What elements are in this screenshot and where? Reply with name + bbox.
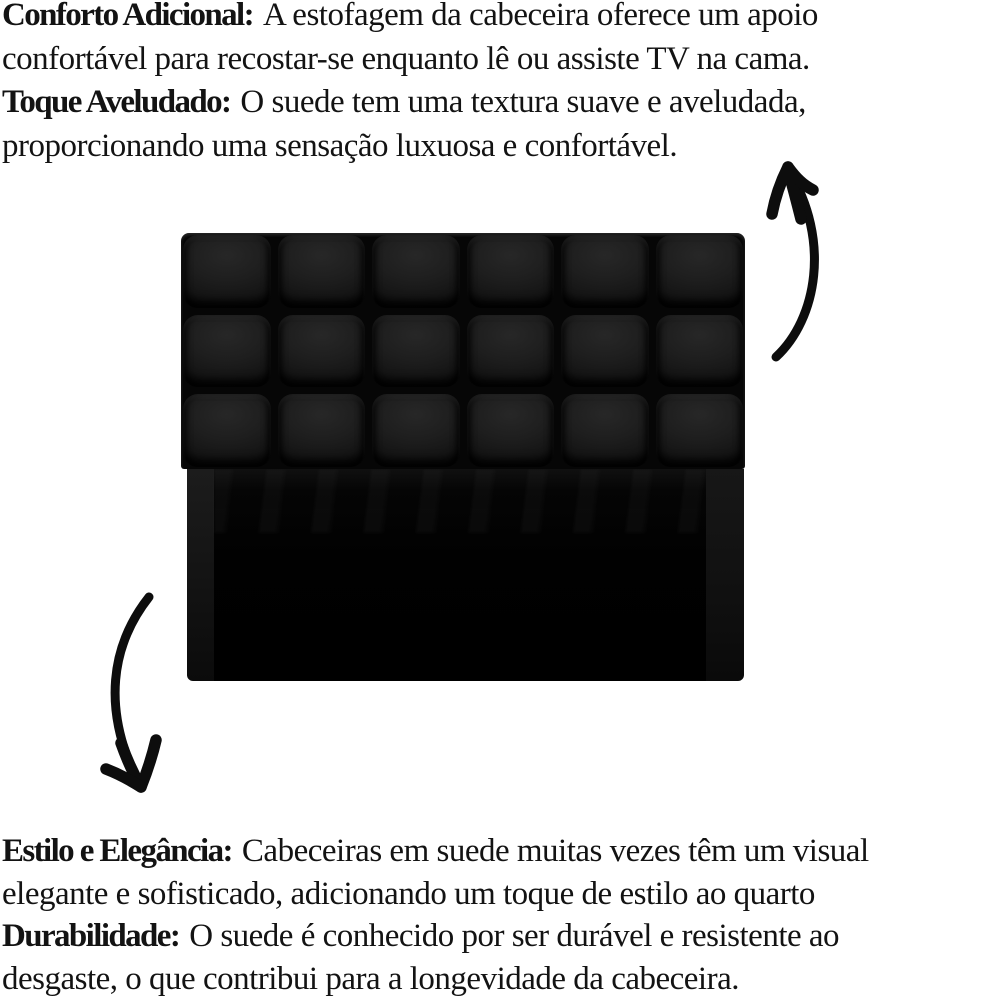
tuft-cushion xyxy=(372,315,460,388)
feature-description: Cabeceiras em suede muitas vezes têm um visual xyxy=(241,833,869,869)
headboard-left-leg xyxy=(187,469,214,681)
headboard-right-leg xyxy=(706,469,744,681)
arrow-barb-right xyxy=(788,167,813,190)
feature-description: desgaste, o que contribui para a longevidade da cabeceira. xyxy=(2,960,739,997)
top-feature-text xyxy=(2,0,998,168)
tuft-cushion xyxy=(278,394,366,467)
tuft-cushion xyxy=(561,315,649,388)
tuft-cushion xyxy=(183,315,271,388)
feature-label: Conforto Adicional: xyxy=(2,0,254,33)
text-line xyxy=(2,958,998,1000)
tuft-cushion xyxy=(183,235,271,308)
feature-description: confortável para recostar-se enquanto lê ou assiste TV na cama. xyxy=(2,40,810,77)
feature-label: Toque Aveludado: xyxy=(2,84,231,120)
tuft-cushion xyxy=(467,235,555,308)
feature-label: Estilo e Elegância: xyxy=(2,833,232,869)
feature-description: elegante e sofisticado, adicionando um toque de estilo ao quarto xyxy=(2,875,815,912)
tuft-cushion xyxy=(467,315,555,388)
arrow-barb-left xyxy=(106,769,141,787)
tuft-cushion xyxy=(183,394,271,467)
tuft-cushion xyxy=(561,394,649,467)
arrow-shaft xyxy=(115,597,149,786)
curved-arrow-down-icon xyxy=(106,597,156,787)
tuft-cushion xyxy=(467,394,555,467)
text-line xyxy=(2,81,998,125)
text-line xyxy=(2,125,998,169)
tuft-cushion xyxy=(278,315,366,388)
text-line xyxy=(2,830,998,873)
tuft-cushion xyxy=(278,235,366,308)
headboard-tufted-panel xyxy=(181,233,745,469)
headboard-front-panel xyxy=(214,469,706,681)
curved-arrow-up-icon xyxy=(772,167,814,357)
tuft-cushion xyxy=(656,315,744,388)
feature-description: A estofagem da cabeceira oferece um apoio xyxy=(263,0,818,33)
tuft-cushion xyxy=(656,394,744,467)
arrow-barb-right xyxy=(141,740,156,787)
feature-label: Durabilidade: xyxy=(2,918,180,954)
text-line xyxy=(2,873,998,916)
tuft-cushion xyxy=(372,394,460,467)
feature-description: O suede é conhecido por ser durável e resistente ao xyxy=(189,918,840,954)
arrow-shaft-tip xyxy=(788,170,801,219)
text-line xyxy=(2,0,998,38)
bottom-feature-text xyxy=(2,830,998,1000)
text-line xyxy=(2,915,998,958)
feature-description: proporcionando uma sensação luxuosa e confortável. xyxy=(2,127,678,164)
text-line xyxy=(2,38,998,82)
tuft-cushion xyxy=(561,235,649,308)
arrow-shaft-tip xyxy=(121,743,140,785)
tuft-cushion xyxy=(656,235,744,308)
feature-description: O suede tem uma textura suave e aveludada, xyxy=(240,84,806,120)
tuft-cushion xyxy=(372,235,460,308)
headboard-base xyxy=(187,469,744,681)
arrow-shaft xyxy=(776,171,814,357)
arrow-barb-left xyxy=(772,167,788,214)
